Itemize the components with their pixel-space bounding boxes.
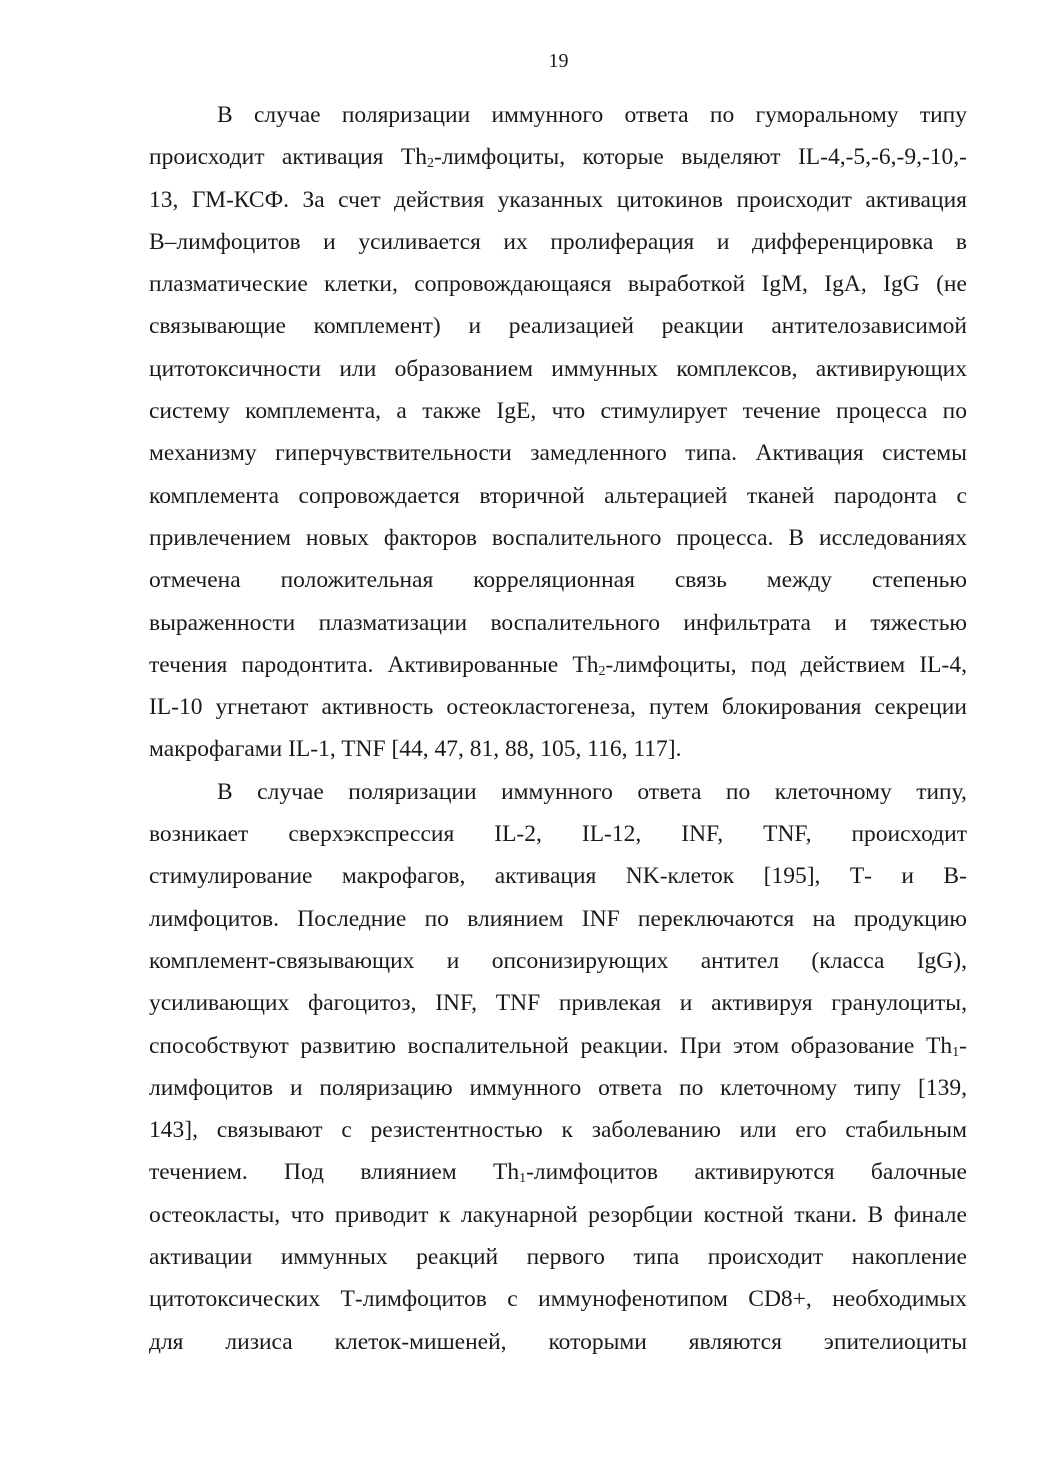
word: IL-4,-5,-6,-9,-10,- bbox=[797, 144, 967, 171]
word: реакции. bbox=[580, 1032, 669, 1059]
text-line bbox=[149, 771, 967, 813]
word: эпителиоциты bbox=[823, 1328, 967, 1355]
word: IL-4, bbox=[919, 651, 967, 678]
word: факторов bbox=[383, 524, 477, 551]
word: с bbox=[341, 1117, 352, 1144]
word: Активированные bbox=[387, 651, 559, 678]
word: инфильтрата bbox=[683, 609, 811, 636]
word: его bbox=[795, 1117, 827, 1144]
word: активность bbox=[321, 694, 434, 721]
word: антителозависимой bbox=[771, 313, 967, 340]
word: пародонтита. bbox=[241, 651, 374, 678]
word: В bbox=[788, 524, 805, 551]
text-line bbox=[149, 348, 967, 390]
word: реакций bbox=[416, 1244, 499, 1271]
word: (не bbox=[936, 271, 967, 298]
word: течением. bbox=[149, 1159, 248, 1186]
word: накопление bbox=[851, 1244, 967, 1271]
word: В bbox=[217, 102, 233, 128]
paragraph bbox=[149, 94, 967, 771]
text-line bbox=[149, 1194, 967, 1236]
word: влиянием bbox=[360, 1159, 457, 1186]
word: дифференцировка bbox=[751, 228, 934, 255]
line-text: макрофагами IL-1, TNF [44, 47, 81, 88, 105, 116, 117]. bbox=[149, 736, 682, 763]
word: по bbox=[424, 905, 449, 932]
word: под bbox=[750, 651, 787, 678]
word: клеточному bbox=[774, 778, 892, 805]
word: а bbox=[396, 398, 407, 425]
word: и bbox=[716, 228, 730, 255]
word: $Th_2$-лимфоциты, bbox=[572, 651, 737, 679]
word: $Th_1-$ bbox=[926, 1032, 967, 1060]
word: активирующих bbox=[815, 355, 967, 382]
word: активируются bbox=[694, 1159, 835, 1186]
word: на bbox=[812, 905, 836, 932]
word: поляризацию bbox=[319, 1074, 453, 1101]
word: резистентностью bbox=[370, 1117, 543, 1144]
word: которыми bbox=[548, 1328, 647, 1355]
word: комплемента bbox=[149, 482, 279, 509]
word: комплемент-связывающих bbox=[149, 947, 415, 974]
word: активация bbox=[865, 186, 967, 213]
word: комплемент) bbox=[313, 313, 441, 340]
word: балочные bbox=[870, 1159, 967, 1186]
word: стабильным bbox=[845, 1117, 967, 1144]
word: При bbox=[679, 1032, 722, 1059]
word: которые bbox=[582, 144, 664, 171]
word: степенью bbox=[871, 567, 967, 594]
text-line bbox=[149, 686, 967, 728]
word: резорбции bbox=[588, 1201, 693, 1228]
word: Последние bbox=[297, 905, 407, 932]
word: действием bbox=[800, 651, 906, 678]
text-line bbox=[149, 305, 967, 347]
word: с bbox=[956, 482, 967, 509]
word: ткани. bbox=[794, 1201, 857, 1228]
word: $Th_1$-лимфоцитов bbox=[492, 1159, 659, 1187]
text-line bbox=[149, 982, 967, 1024]
word: и bbox=[679, 990, 693, 1017]
word: происходит bbox=[707, 1244, 824, 1271]
word: иммунных bbox=[280, 1244, 388, 1271]
word: пролиферация bbox=[550, 228, 695, 255]
word: цитотоксических bbox=[149, 1286, 321, 1313]
word: течения bbox=[149, 651, 228, 678]
word: усиливается bbox=[358, 228, 481, 255]
word: новых bbox=[305, 524, 369, 551]
word: 143], bbox=[149, 1117, 198, 1144]
word: положительная bbox=[280, 567, 434, 594]
word: иммунного bbox=[491, 102, 604, 128]
text-line bbox=[149, 644, 967, 686]
word: гиперчувствительности bbox=[275, 440, 512, 467]
word: IgM, bbox=[761, 271, 808, 298]
word: В bbox=[217, 778, 233, 805]
word: IgE, bbox=[496, 398, 537, 425]
word: активации bbox=[149, 1244, 253, 1271]
word: TNF bbox=[495, 990, 541, 1017]
word: лизиса bbox=[225, 1328, 293, 1355]
word: привлечением bbox=[149, 524, 291, 551]
word: и bbox=[446, 947, 460, 974]
word: к bbox=[561, 1117, 573, 1144]
word: с bbox=[507, 1286, 518, 1313]
word: типу, bbox=[916, 778, 967, 805]
word: по bbox=[725, 778, 751, 805]
word: корреляционная bbox=[473, 567, 635, 594]
word: плазматизации bbox=[318, 609, 468, 636]
word: В- bbox=[943, 863, 967, 890]
word: воспалительного bbox=[490, 609, 660, 636]
word: исследованиях bbox=[819, 524, 967, 551]
word: ответа bbox=[624, 102, 689, 128]
word: течение bbox=[742, 398, 821, 425]
word: связь bbox=[674, 567, 727, 594]
text-line bbox=[149, 94, 967, 136]
word: их bbox=[503, 228, 528, 255]
word: клеток-мишеней, bbox=[334, 1328, 507, 1355]
text-line bbox=[149, 855, 967, 897]
word: и bbox=[901, 863, 914, 890]
word: комплексов, bbox=[676, 355, 798, 382]
page-number bbox=[0, 50, 1040, 73]
word: реализацией bbox=[508, 313, 634, 340]
word: опсонизирующих bbox=[491, 947, 669, 974]
word: и bbox=[289, 1074, 303, 1101]
paragraph bbox=[149, 771, 967, 1363]
word: способствуют bbox=[149, 1032, 289, 1059]
word: замедленного bbox=[530, 440, 667, 467]
word: NK-клеток bbox=[625, 863, 735, 890]
text-line bbox=[149, 136, 967, 178]
word: и bbox=[834, 609, 847, 636]
word: Т- bbox=[849, 863, 873, 890]
word: случае bbox=[253, 102, 321, 128]
word: гуморальному bbox=[755, 102, 899, 128]
word: воспалительной bbox=[407, 1032, 569, 1059]
word: активация bbox=[494, 863, 597, 890]
word: тканей bbox=[746, 482, 815, 509]
word: альтерацией bbox=[604, 482, 728, 509]
word: иммунного bbox=[469, 1074, 582, 1101]
word: секреции bbox=[874, 694, 967, 721]
word: TNF, bbox=[763, 821, 812, 848]
word: системы bbox=[882, 440, 967, 467]
word: стимулирует bbox=[600, 398, 728, 425]
text-line bbox=[149, 263, 967, 305]
word: гранулоциты, bbox=[831, 990, 967, 1017]
word: INF bbox=[581, 905, 620, 932]
word: Т-лимфоцитов bbox=[340, 1286, 487, 1313]
word: блокирования bbox=[721, 694, 862, 721]
word: связывающие bbox=[149, 313, 286, 340]
word: CD8+, bbox=[748, 1286, 812, 1313]
word: лакунарной bbox=[460, 1201, 578, 1228]
word: лимфоцитов. bbox=[149, 905, 279, 932]
word: являются bbox=[688, 1328, 782, 1355]
word: В bbox=[867, 1201, 884, 1228]
word: 13, bbox=[149, 186, 179, 213]
word: влиянием bbox=[467, 905, 564, 932]
word: угнетают bbox=[215, 694, 309, 721]
word: также bbox=[422, 398, 482, 425]
word: типу bbox=[919, 102, 967, 128]
word: что bbox=[551, 398, 586, 425]
word: механизму bbox=[149, 440, 257, 467]
word: реакции bbox=[661, 313, 744, 340]
word: приводит bbox=[334, 1201, 429, 1228]
word: активация bbox=[281, 144, 384, 171]
word: остеокластогенеза, bbox=[446, 694, 636, 721]
word: по bbox=[709, 102, 735, 128]
word: активируя bbox=[711, 990, 813, 1017]
word: фагоцитоз, bbox=[307, 990, 417, 1017]
word: макрофагов, bbox=[341, 863, 466, 890]
word: связывают bbox=[216, 1117, 323, 1144]
word: ответа bbox=[598, 1074, 663, 1101]
text-line bbox=[149, 813, 967, 855]
word: лимфоцитов bbox=[149, 1074, 274, 1101]
word: цитотоксичности bbox=[149, 355, 322, 382]
word: типа. bbox=[685, 440, 738, 467]
text-line bbox=[149, 1278, 967, 1320]
word: что bbox=[290, 1201, 325, 1228]
word: процесса. bbox=[676, 524, 774, 551]
word: IL-12, bbox=[581, 821, 642, 848]
text-line bbox=[149, 559, 967, 601]
text-line bbox=[149, 1321, 967, 1363]
word: усиливающих bbox=[149, 990, 290, 1017]
word: ГМ-КСФ. bbox=[191, 186, 290, 213]
word: между bbox=[766, 567, 833, 594]
word: поляризации bbox=[348, 778, 477, 805]
word: иммунных bbox=[551, 355, 659, 382]
word: образованием bbox=[394, 355, 534, 382]
word: тяжестью bbox=[870, 609, 967, 636]
word: этом bbox=[732, 1032, 780, 1059]
word: клетки, bbox=[324, 271, 398, 298]
word: остеокласты, bbox=[149, 1201, 281, 1228]
word: IL-10 bbox=[149, 694, 203, 721]
text-line bbox=[149, 1236, 967, 1278]
word: IgG), bbox=[916, 947, 967, 974]
word: Под bbox=[284, 1159, 325, 1186]
word: финале bbox=[893, 1201, 967, 1228]
page-number-text: 19 bbox=[548, 50, 569, 72]
word: для bbox=[149, 1328, 184, 1355]
word: сверхэкспрессия bbox=[288, 821, 455, 848]
word: цитокинов bbox=[616, 186, 723, 213]
word: иммунного bbox=[501, 778, 613, 805]
word: происходит bbox=[851, 821, 967, 848]
word: $Th_2$-лимфоциты, bbox=[400, 144, 566, 172]
word: [139, bbox=[918, 1074, 967, 1101]
word: в bbox=[955, 228, 967, 255]
word: переключаются bbox=[637, 905, 795, 932]
word: систему bbox=[149, 398, 230, 425]
word: выраженности bbox=[149, 609, 296, 636]
word: [195], bbox=[763, 863, 821, 890]
word: За bbox=[302, 186, 325, 213]
word: образование bbox=[790, 1032, 915, 1059]
word: костной bbox=[703, 1201, 784, 1228]
word: (класса bbox=[811, 947, 885, 974]
word: действия bbox=[394, 186, 485, 213]
word: привлекая bbox=[558, 990, 662, 1017]
word: возникает bbox=[149, 821, 249, 848]
word: и bbox=[468, 313, 482, 340]
word: типу bbox=[854, 1074, 902, 1101]
word: счет bbox=[338, 186, 381, 213]
word: отмечена bbox=[149, 567, 241, 594]
word: плазматические bbox=[149, 271, 308, 298]
word: первого bbox=[526, 1244, 605, 1271]
word: INF, bbox=[435, 990, 478, 1017]
word: происходит bbox=[736, 186, 852, 213]
word: к bbox=[439, 1201, 451, 1228]
word: случае bbox=[257, 778, 324, 805]
word: указанных bbox=[497, 186, 604, 213]
word: или bbox=[339, 355, 377, 382]
word: клеточному bbox=[720, 1074, 838, 1101]
word: пародонта bbox=[833, 482, 937, 509]
text-line bbox=[149, 728, 967, 770]
text-line bbox=[149, 475, 967, 517]
word: сопровождается bbox=[298, 482, 460, 509]
word: INF, bbox=[681, 821, 724, 848]
word: комплемента, bbox=[245, 398, 382, 425]
word: вторичной bbox=[479, 482, 585, 509]
word: IgA, bbox=[824, 271, 867, 298]
text-line bbox=[149, 940, 967, 982]
word: антител bbox=[700, 947, 780, 974]
word: IL-2, bbox=[494, 821, 542, 848]
word: путем bbox=[648, 694, 709, 721]
word: выделяют bbox=[681, 144, 781, 171]
text-line bbox=[149, 1151, 967, 1193]
word: иммунофенотипом bbox=[538, 1286, 728, 1313]
word: по bbox=[942, 398, 967, 425]
word: и bbox=[323, 228, 336, 255]
word: происходит bbox=[149, 144, 265, 171]
word: В–лимфоцитов bbox=[149, 228, 301, 255]
word: выработкой bbox=[627, 271, 746, 298]
word: по bbox=[679, 1074, 704, 1101]
text-line bbox=[149, 179, 967, 221]
word: заболеванию bbox=[591, 1117, 721, 1144]
word: или bbox=[739, 1117, 777, 1144]
text-line bbox=[149, 432, 967, 474]
text-line bbox=[149, 898, 967, 940]
word: продукцию bbox=[853, 905, 967, 932]
word: необходимых bbox=[832, 1286, 967, 1313]
word: IgG bbox=[883, 271, 920, 298]
body-text bbox=[149, 94, 967, 1363]
word: стимулирование bbox=[149, 863, 313, 890]
word: Активация bbox=[755, 440, 864, 467]
text-line bbox=[149, 390, 967, 432]
text-line bbox=[149, 221, 967, 263]
text-line bbox=[149, 602, 967, 644]
word: сопровождающаяся bbox=[414, 271, 612, 298]
text-line bbox=[149, 1109, 967, 1151]
word: воспалительного bbox=[491, 524, 662, 551]
text-line bbox=[149, 517, 967, 559]
text-line bbox=[149, 1067, 967, 1109]
word: развитию bbox=[300, 1032, 396, 1059]
text-line bbox=[149, 1025, 967, 1067]
word: поляризации bbox=[341, 102, 471, 128]
word: процесса bbox=[836, 398, 928, 425]
word: ответа bbox=[637, 778, 702, 805]
word: типа bbox=[633, 1244, 680, 1271]
